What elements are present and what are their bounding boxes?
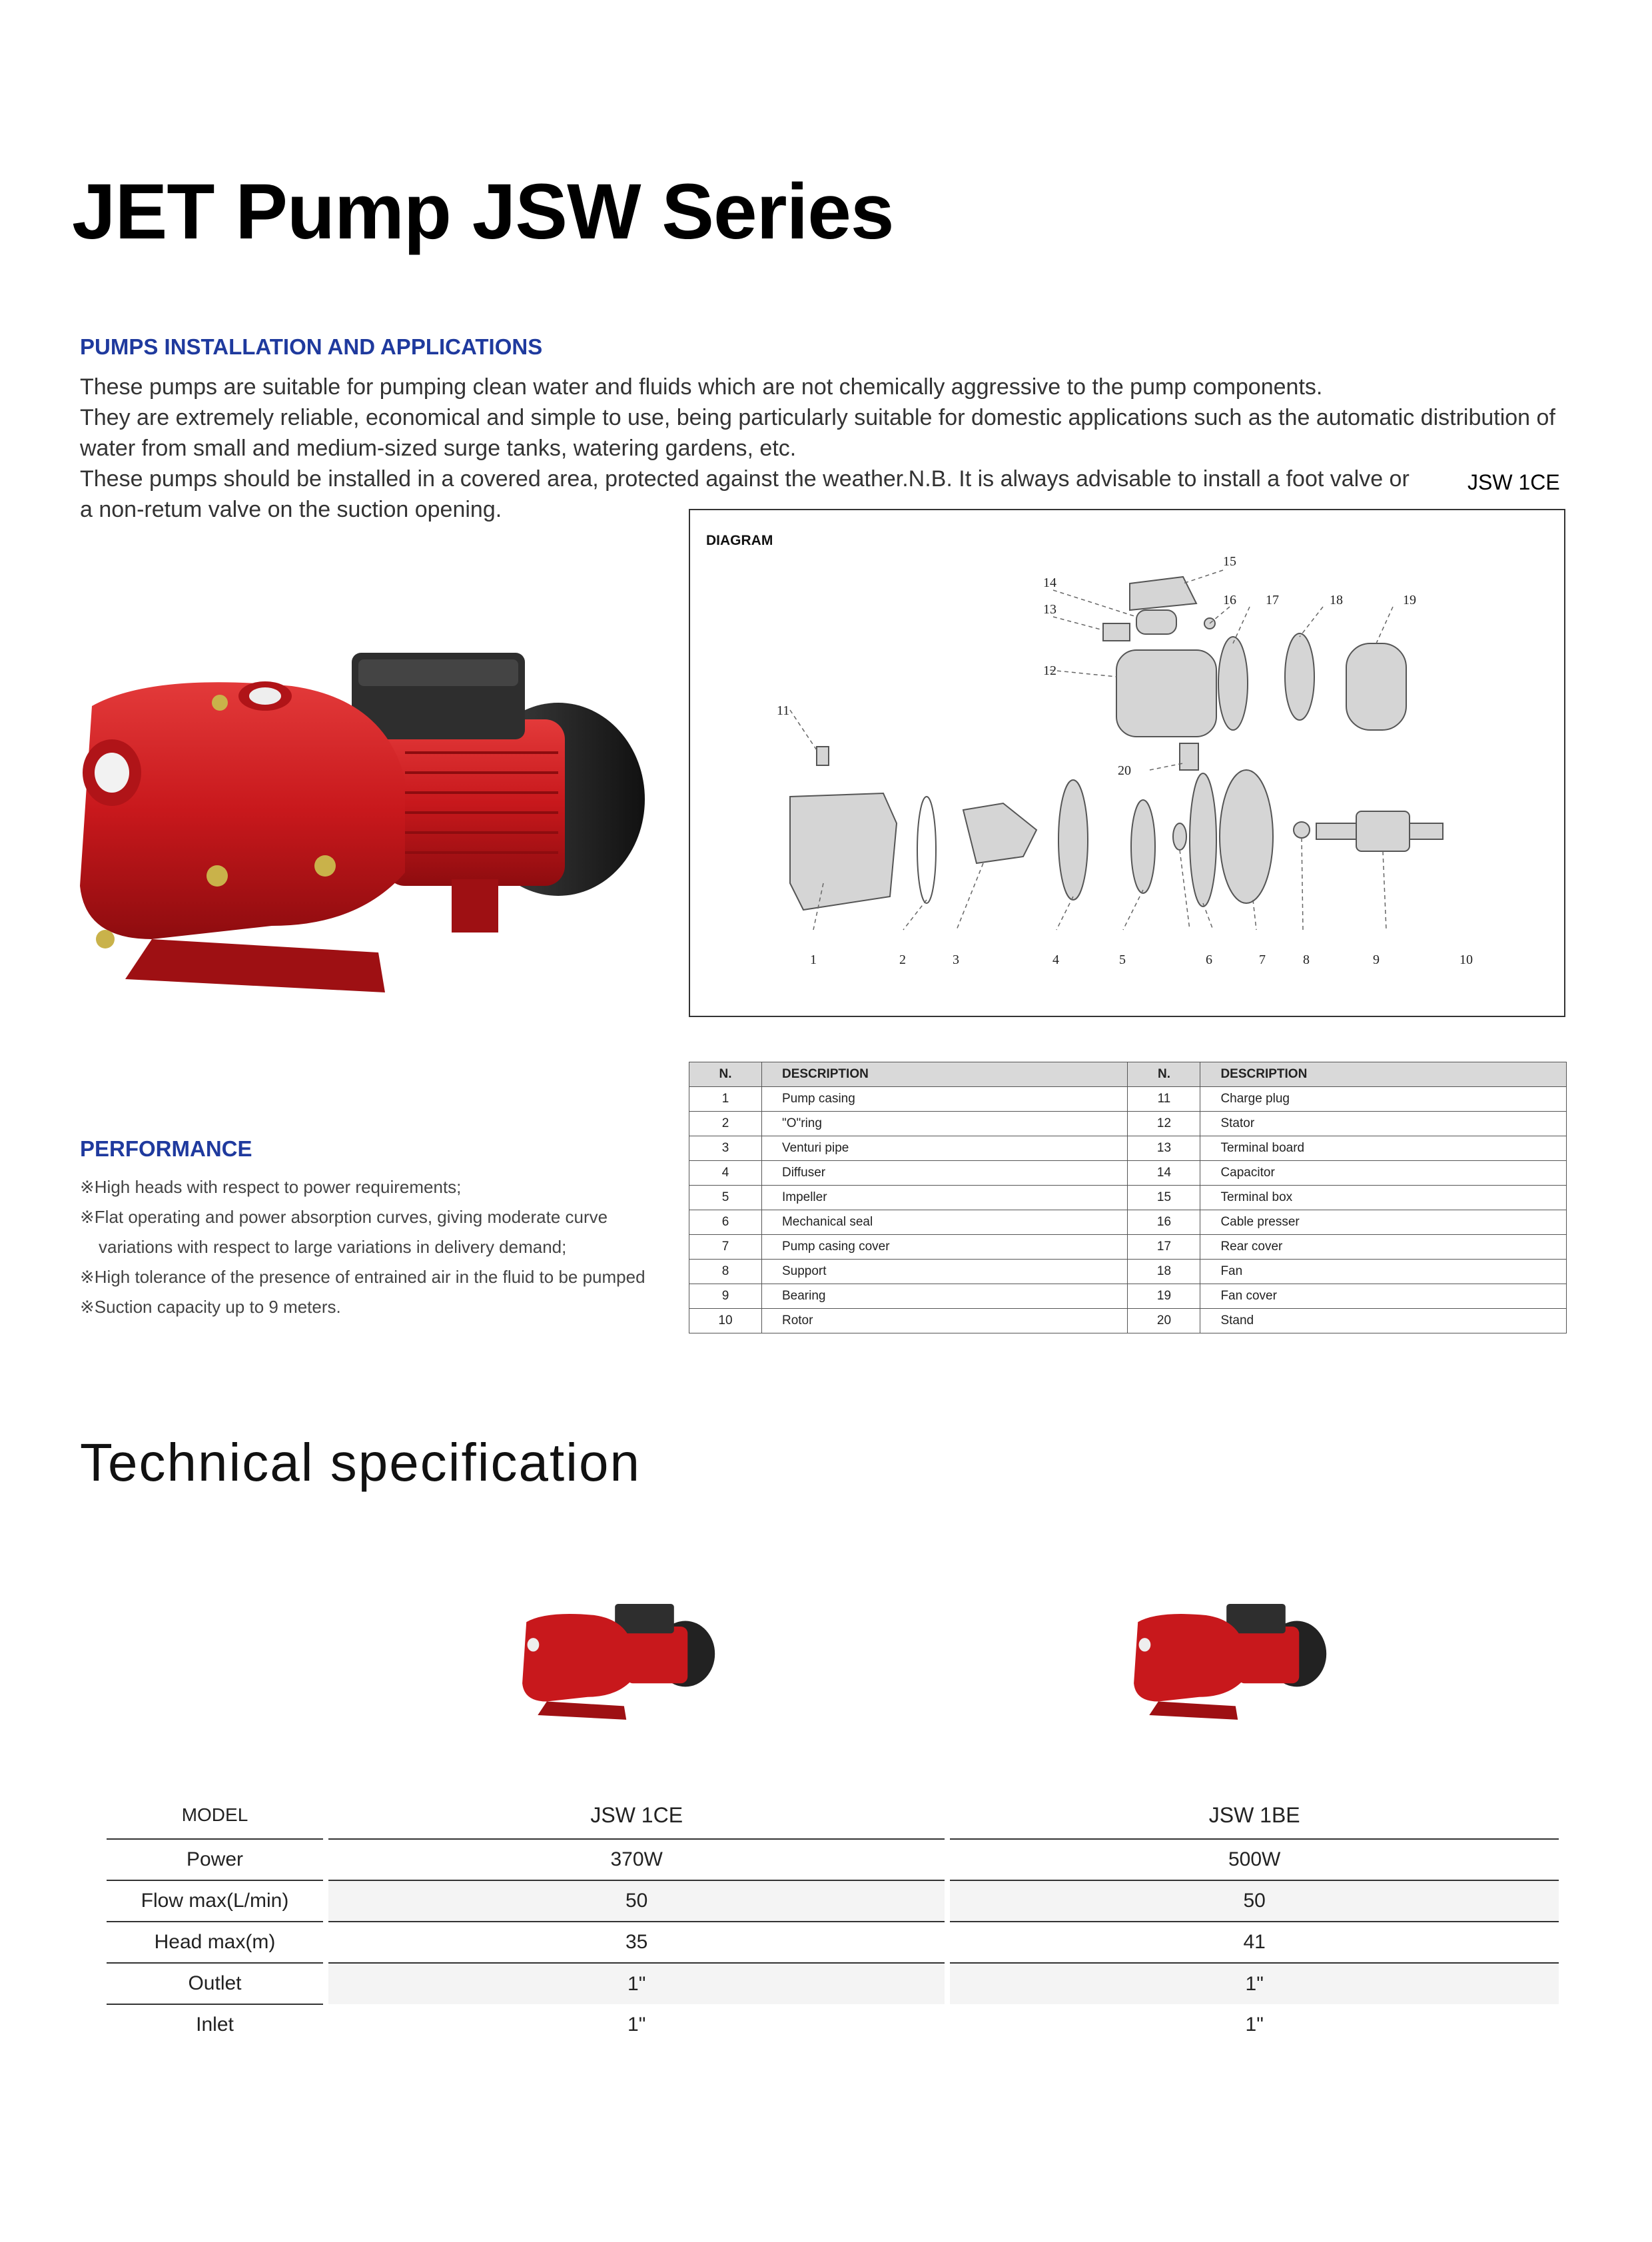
callout-16: 16 [1223,593,1236,607]
column-gap [323,1839,328,1880]
callout-1: 1 [810,952,817,967]
part-pump-casing [790,793,897,910]
part-number: 10 [689,1309,762,1333]
table-row [689,1186,1567,1210]
spec-value: 50 [950,1880,1559,1922]
callout-10: 10 [1459,952,1473,967]
callout-13: 13 [1043,602,1056,617]
spec-table [107,1792,1559,2045]
spec-label: Inlet [107,2004,323,2045]
column-header-number: N. [689,1062,762,1087]
table-row [689,1136,1567,1161]
list-item: ※High heads with respect to power requirements; [80,1177,462,1197]
part-description: Bearing [761,1284,1128,1309]
callout-6: 6 [1206,952,1212,967]
part-number: 6 [689,1210,762,1235]
spec-value: 1" [328,1963,945,2004]
column-gap [323,1792,328,1839]
part-terminal-box [1130,577,1196,610]
table-row [689,1161,1567,1186]
part-number: 19 [1128,1284,1200,1309]
table-row [689,1112,1567,1136]
spec-value: 41 [950,1922,1559,1963]
part-pump-casing-cover [1190,773,1216,907]
part-venturi-pipe [963,803,1036,863]
performance-list [80,1172,693,1322]
list-item: variations with respect to large variations in delivery demand; [99,1237,567,1257]
part-description: Support [761,1260,1128,1284]
part-fan-cover [1346,643,1406,730]
part-stator [1116,650,1216,737]
installation-paragraph: They are extremely reliable, economical and simple to use, being particularly suitable for domestic applications such as the automatic distribution of water from small and medium-sized surge tanks, watering gardens, etc. [80,405,1555,461]
table-row [689,1309,1567,1333]
spec-label: Outlet [107,1963,323,2004]
part-number: 9 [689,1284,762,1309]
spec-value: 35 [328,1922,945,1963]
callout-11: 11 [777,703,790,718]
column-header-number: N. [1128,1062,1200,1087]
installation-paragraph: These pumps should be installed in a covered area, protected against the weather.N.B. It is always advisable to install a foot valve or a non-retum valve on the suction opening. [80,466,1410,522]
column-gap [945,1880,950,1922]
column-header-description: DESCRIPTION [1200,1062,1567,1087]
table-row [689,1087,1567,1112]
part-description: Pump casing cover [761,1235,1128,1260]
column-gap [945,1922,950,1963]
spec-value: 1" [950,1963,1559,2004]
callout-18: 18 [1330,593,1343,607]
part-terminal-board [1103,623,1130,641]
part-description: Capacitor [1200,1161,1567,1186]
spec-value: 1" [1245,2013,1264,2036]
part-rotor [1356,811,1410,851]
part-cable-presser [1204,618,1215,629]
callout-5: 5 [1119,952,1126,967]
column-header-description: DESCRIPTION [761,1062,1128,1087]
parts-table-header [689,1062,1567,1087]
part-number: 18 [1128,1260,1200,1284]
model-label: JSW 1CE [1467,470,1560,494]
part-number: 4 [689,1161,762,1186]
column-gap [323,1922,328,1963]
spec-label: Head max(m) [107,1922,323,1963]
part-number: 15 [1128,1186,1200,1210]
part-description: Stator [1200,1112,1567,1136]
pump-image [72,646,658,1019]
part-description: Rear cover [1200,1235,1567,1260]
callout-19: 19 [1403,593,1416,607]
part-description: Terminal box [1200,1186,1567,1210]
table-row [689,1210,1567,1235]
list-item: ※Suction capacity up to 9 meters. [80,1297,341,1317]
part-description: Impeller [761,1186,1128,1210]
part-o-ring [917,797,936,903]
installation-paragraph: These pumps are suitable for pumping clean water and fluids which are not chemically aggressive to the pump components. [80,374,1323,400]
part-number: 12 [1128,1112,1200,1136]
parts-table [689,1062,1567,1333]
part-fan [1285,633,1314,720]
model-header: MODEL [181,1804,248,1825]
column-gap [945,1839,950,1880]
part-rear-cover [1218,637,1248,730]
part-support [1220,770,1273,903]
table-row [107,1839,1559,1880]
pump-thumbnail-jsw-1ce [520,1599,719,1732]
model-name: JSW 1CE [328,1792,945,1839]
column-gap [945,1963,950,2004]
callout-14: 14 [1043,575,1056,590]
table-row [107,1922,1559,1963]
table-row [107,1880,1559,1922]
part-number: 3 [689,1136,762,1161]
callout-8: 8 [1303,952,1310,967]
part-description: Venturi pipe [761,1136,1128,1161]
diagram-title: DIAGRAM [706,533,773,548]
column-gap [945,1792,950,1839]
part-number: 1 [689,1087,762,1112]
spec-title: Technical specification [80,1433,641,1492]
callout-7: 7 [1259,952,1266,967]
part-description: Pump casing [761,1087,1128,1112]
part-number: 7 [689,1235,762,1260]
column-gap [945,2004,950,2045]
spec-label: Power [107,1839,323,1880]
table-row [689,1260,1567,1284]
spec-header-row [107,1792,1559,1839]
callout-15: 15 [1223,554,1236,569]
spec-label: Flow max(L/min) [107,1880,323,1922]
part-description: Mechanical seal [761,1210,1128,1235]
part-number: 5 [689,1186,762,1210]
column-gap [323,1880,328,1922]
spec-value: 370W [328,1839,945,1880]
part-number: 14 [1128,1161,1200,1186]
pump-thumbnail-jsw-1be [1131,1599,1331,1732]
installation-heading: PUMPS INSTALLATION AND APPLICATIONS [80,334,543,359]
page-title: JET Pump JSW Series [72,168,894,256]
spec-value: 50 [328,1880,945,1922]
part-description: Stand [1200,1309,1567,1333]
part-description: Rotor [761,1309,1128,1333]
part-number: 20 [1128,1309,1200,1333]
part-impeller [1131,800,1155,893]
table-row [107,2004,1559,2045]
callout-12: 12 [1043,663,1056,678]
part-description: Fan [1200,1260,1567,1284]
part-stand [1180,743,1198,770]
part-bearing [1294,822,1310,838]
column-gap [323,1963,328,2004]
spec-value: 500W [950,1839,1559,1880]
part-capacitor [1136,610,1176,634]
table-row [107,1963,1559,2004]
callout-2: 2 [899,952,906,967]
part-description: Fan cover [1200,1284,1567,1309]
part-number: 11 [1128,1087,1200,1112]
callout-20: 20 [1118,763,1131,778]
model-name: JSW 1BE [950,1792,1559,1839]
callout-3: 3 [953,952,959,967]
list-item: ※High tolerance of the presence of entrained air in the fluid to be pumped [80,1267,645,1287]
table-row [689,1235,1567,1260]
part-diffuser [1058,780,1088,900]
part-mechanical-seal [1173,823,1186,850]
performance-heading: PERFORMANCE [80,1136,252,1161]
callout-17: 17 [1266,593,1279,607]
column-gap [323,2004,328,2045]
callout-9: 9 [1373,952,1380,967]
part-number: 2 [689,1112,762,1136]
installation-text [80,372,1559,525]
part-description: Cable presser [1200,1210,1567,1235]
part-description: Diffuser [761,1161,1128,1186]
part-description: Terminal board [1200,1136,1567,1161]
list-item: ※Flat operating and power absorption curves, giving moderate curve [80,1207,608,1227]
part-charge-plug [817,747,829,765]
part-description: "O"ring [761,1112,1128,1136]
part-number: 8 [689,1260,762,1284]
part-description: Charge plug [1200,1087,1567,1112]
table-row [689,1284,1567,1309]
part-number: 17 [1128,1235,1200,1260]
part-number: 13 [1128,1136,1200,1161]
exploded-diagram [689,509,1565,1017]
callout-4: 4 [1052,952,1059,967]
part-number: 16 [1128,1210,1200,1235]
spec-value: 1" [627,2013,646,2036]
